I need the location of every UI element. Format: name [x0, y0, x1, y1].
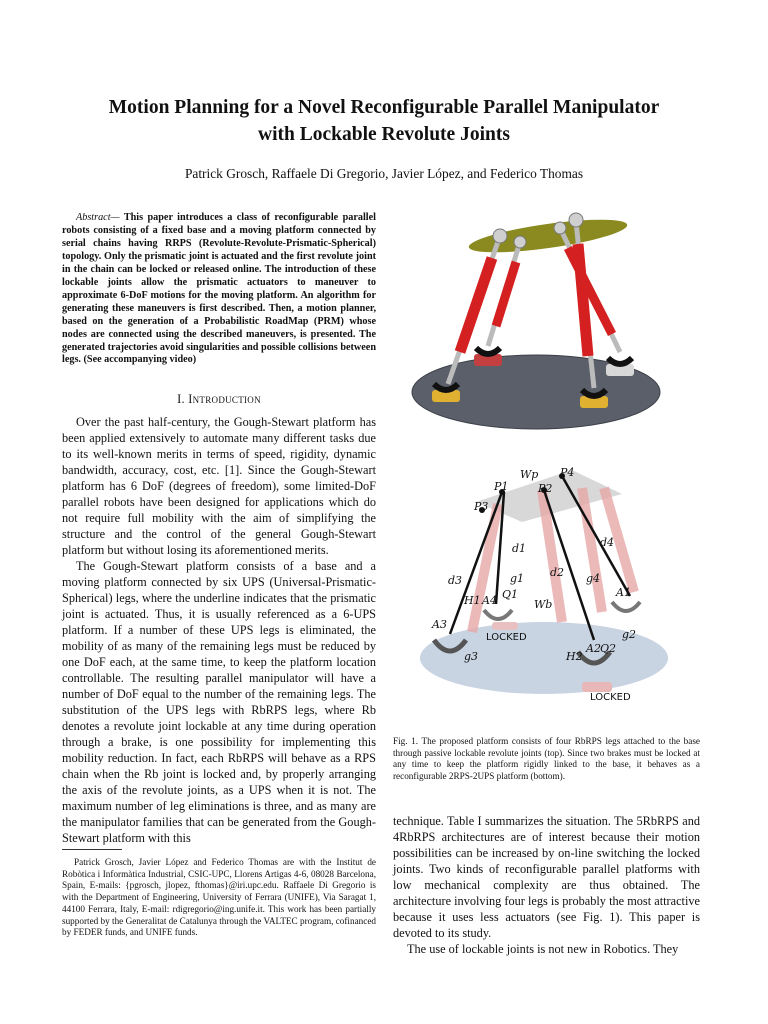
label-locked-bottom: LOCKED: [590, 692, 631, 703]
label-locked-top: LOCKED: [486, 632, 527, 643]
label-h2: H2: [566, 650, 583, 663]
label-g2: g2: [622, 628, 637, 641]
base-joint-3: [474, 348, 502, 366]
label-wp: Wp: [520, 468, 539, 481]
moving-platform: [467, 213, 629, 259]
abstract-body: This paper introduces a class of reconfigurable parallel robots consisting of a fixed base and a moving platform connected by serial chains having RRPS (Revolute-Revolute-Prismatic-Spherical) topology. Only the prismatic joint is actuated and the first revolute joint in the chain can be locked or released online. The introduction of these lockable joints allow the prismatic actuators to maneuver to approximate 6-DoF motions for the moving platform. An algorithm for generating these maneuvers is first described. Then, a motion planner, based on the generation of a Probabilistic RoadMap (PRM) whose nodes are connected using the described maneuvers, is presented. The generated trajectories avoid singularities and possible collisions between legs. (See accompanying video): [62, 212, 376, 366]
title-line-2: with Lockable Revolute Joints: [258, 124, 510, 145]
label-a1: A1: [616, 586, 631, 599]
intro-paragraph-2: The Gough-Stewart platform consists of a base and a moving platform connected by six UPS (Universal-Prismatic-Spherical) legs, where the underline indicates that the prismatic joint is actuated. Thus, it is usually referenced as a 6-UPS platform. If a number of these UPS legs is eliminated, the mobility of as many of the remaining legs must be reduced by one DoF each, at the same time, to keep the platform location controllable. The resulting parallel manipulator will have a number of DoF equal to the number of the remaining legs. The substitution of the UPS legs with RbRPS legs, where Rb denotes a revolute joint lockable at any time during operation through a brake, is one possibility for implementing this mobility reduction. In fact, each RbRPS will behave as a RPS chain when the Rb joint is locked and, by properly arranging the axis of the revolute joints, as a UPS when it is not. The maximum number of leg eliminations is three, and as many are the manipulator families that can be generated from the Gough-Stewart platform with this: [62, 559, 376, 845]
label-h1: H1: [464, 594, 481, 607]
abstract: Abstract— This paper introduces a class of reconfigurable parallel robots consisting of a fixed base and a moving platform connected by serial chains having RRPS (Revolute-Revolute-Prismatic-Spherical) topology. Only the prismatic joint is actuated and the first revolute joint in the chain can be locked or released online. The introduction of these lockable joints allow the prismatic actuators to maneuver to approximate 6-DoF motions for the moving platform. An algorithm for generating these maneuvers is first described. Then, a motion planner, based on the generation of a Probabilistic RoadMap (PRM) whose nodes are connected using the described maneuvers, is presented. The generated trajectories avoid singularities and possible collisions between legs. (See accompanying video): [62, 212, 376, 366]
label-d1: d1: [512, 542, 527, 555]
label-p1: P1: [494, 480, 509, 493]
label-p4: P4: [560, 466, 575, 479]
label-g3: g3: [464, 650, 479, 663]
label-g4: g4: [586, 572, 601, 585]
label-d2: d2: [550, 566, 565, 579]
label-q1: Q1: [502, 588, 519, 601]
section-number: I.: [177, 392, 185, 406]
section-title: Introduction: [188, 392, 261, 406]
right-paragraph-2: The use of lockable joints is not new in Robotics. They: [407, 942, 679, 956]
label-d4: d4: [600, 536, 615, 549]
label-q2: Q2: [600, 642, 617, 655]
intro-paragraph-1: Over the past half-century, the Gough-Stewart platform has been applied extensively to automate many different tasks due to its well-known merits in terms of speed, rigidity, dynamic bandwidth, accuracy, cost, etc. [1]. Since the Gough-Stewart platform has 6 DoF (degrees of freedom), some limited-DoF parallel robots have been designed for applications which do not require full mobility with the aim of simplifying the structure and the control of the general Gough-Stewart platform but without losing its aforementioned merits.: [62, 415, 376, 557]
label-a3: A3: [432, 618, 447, 631]
footnote-rule: [62, 849, 122, 850]
robot-render-figure: [408, 206, 664, 434]
label-a4: A4: [482, 594, 497, 607]
label-g1: g1: [510, 572, 525, 585]
figure-caption: Fig. 1. The proposed platform consists of four RbRPS legs attached to the base through passive lockable revolute joints (top). Since two brakes must be locked at any time to keep the platform rigidly linked to the base, it behaves as a reconfigurable 2RPS-2UPS platform (bottom).: [393, 736, 700, 781]
right-column: [393, 813, 700, 957]
label-p3: P3: [474, 500, 489, 513]
title-line-1: Motion Planning for a Novel Reconfigurable Parallel Manipulator: [108, 97, 660, 118]
label-a2: A2: [586, 642, 601, 655]
label-wb: Wb: [534, 598, 553, 611]
author-footnote: Patrick Grosch, Javier López and Federico Thomas are with the Institut de Robòtica i Informàtica Industrial, CSIC-UPC, Llorens Artigas 4-6, 08028 Barcelona, Spain, E-mails: {pgrosch, jlopez, fthomas}@iri.upc.edu. Raffaele Di Gregorio is with the Department of Engineering, University of Ferrara (UNIFE), Via Saragat 1, 44100 Ferrara, Italy, E-mail: rdigregorio@ing.unife.it. This work has been partially supported by the Generalitat de Catalunya through the VALTEC program, cofinanced by FEDER funds, and UNIFE funds.: [62, 857, 376, 938]
left-column: [62, 414, 376, 846]
abstract-label: Abstract: [76, 212, 111, 223]
right-paragraph-1: technique. Table I summarizes the situation. The 5RbRPS and 4RbRPS architectures are of interest because their motion possibilities can be increased by on-line switching the locked joints. Two kinds of reconfigurable parallel platforms with low mechanical complexity are thus obtained. The architecture involving four legs is probably the most attractive because it uses less actuators (see Fig. 1). This paper is devoted to its study.: [393, 814, 700, 940]
paper-title: [40, 94, 728, 148]
section-heading: [62, 392, 376, 407]
label-p2: P2: [538, 482, 553, 495]
author-list: Patrick Grosch, Raffaele Di Gregorio, Javier López, and Federico Thomas: [184, 166, 584, 181]
robot-schematic-figure: [412, 462, 674, 708]
label-d3: d3: [448, 574, 463, 587]
base-joint-4: [606, 358, 634, 376]
